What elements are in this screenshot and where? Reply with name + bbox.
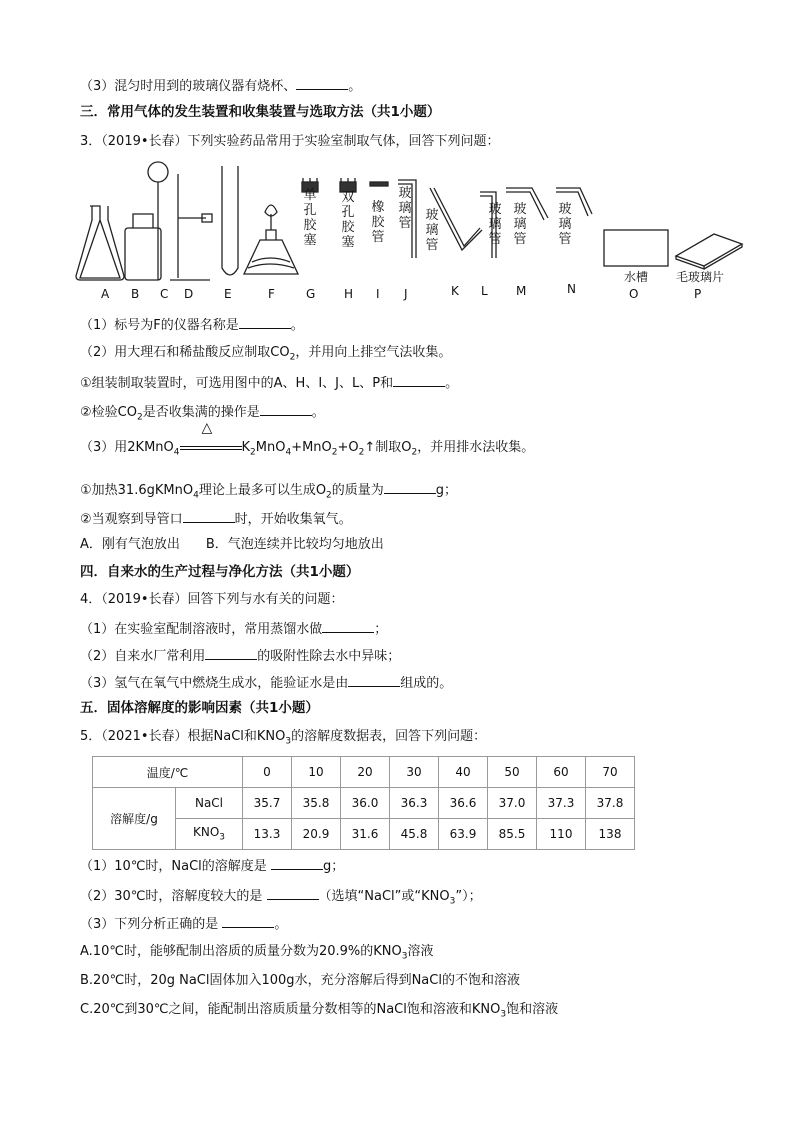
answer-blank	[260, 402, 312, 416]
subscript: 2	[136, 412, 143, 423]
question-text: +MnO	[291, 440, 332, 455]
question-3-3-1	[80, 480, 457, 505]
table-cell: 110	[537, 819, 586, 850]
question-4-3	[80, 673, 452, 693]
question-text: （3）用2KMnO	[80, 440, 174, 455]
table-cell: 85.5	[488, 819, 537, 850]
question-5-3	[80, 914, 287, 934]
letter-C: C	[160, 287, 169, 301]
question-text: A.10℃时，能够配制出溶质的质量分数为20.9%的KNO	[80, 944, 402, 959]
bottle-B	[125, 228, 161, 280]
prev-question-line	[80, 76, 361, 96]
rubber-tube-I	[370, 182, 388, 186]
question-stem-3: 3．（2019•长春）下列实验药品常用于实验室制取气体，回答下列问题：	[80, 134, 500, 149]
question-4-1	[80, 619, 387, 639]
question-text: g；	[322, 859, 345, 874]
question-text: （3）下列分析正确的是	[80, 917, 223, 932]
table-cell: 63.9	[439, 819, 488, 850]
glass-plate-P	[676, 234, 742, 266]
table-row-header: 溶解度/g	[93, 788, 176, 850]
apparatus-label-P: 毛玻璃片	[676, 270, 725, 284]
apparatus-label-I: 橡 胶 管	[371, 200, 385, 245]
question-text: ②检验CO	[80, 405, 137, 420]
question-text: 的质量为	[331, 483, 384, 498]
table-row-header: NaCl	[176, 788, 243, 819]
question-text: （2）用大理石和稀盐酸反应制取CO	[80, 345, 290, 360]
table-header-cell: 0	[243, 757, 292, 788]
subscript: 3	[401, 951, 408, 962]
letter-E: E	[224, 287, 232, 301]
question-text: ②当观察到导管口	[80, 512, 183, 527]
water-trough-O	[604, 230, 668, 266]
row-label: KNO	[192, 825, 220, 840]
question-text: （1）标号为F的仪器名称是	[80, 318, 239, 333]
table-header-cell: 10	[292, 757, 341, 788]
answer-blank	[183, 509, 235, 523]
table-header-cell: 50	[488, 757, 537, 788]
question-text: （3）混匀时用到的玻璃仪器有烧杯、	[80, 79, 297, 94]
question-text: ”）；	[455, 889, 482, 904]
subscript: 2	[326, 490, 332, 501]
section-heading-3: 三．常用气体的发生装置和收集装置与选取方法（共1小题）	[80, 104, 441, 120]
question-3-1	[80, 315, 304, 335]
answer-blank	[384, 480, 436, 494]
test-tube-E	[222, 166, 238, 275]
question-text: ①组装制取装置时，可选用图中的A、H、I、J、L、P和	[80, 376, 394, 391]
question-text: ①加热31.6gKMnO	[80, 483, 194, 498]
question-text: 饱和溶液	[506, 1002, 559, 1017]
option-5-A	[80, 943, 433, 966]
question-text: ↑制取O	[364, 440, 412, 455]
question-3-3	[80, 420, 535, 462]
question-5-2	[80, 886, 482, 911]
question-text: g；	[435, 483, 458, 498]
letter-G: G	[306, 287, 316, 301]
answer-blank	[322, 619, 374, 633]
question-text: 5．（2021•长春）根据NaCl和KNO	[80, 729, 286, 744]
reaction-condition	[180, 420, 242, 451]
apparatus-label-L: 玻 璃 管	[488, 202, 502, 247]
question-text: （1）10℃时，NaCl的溶解度是	[80, 859, 271, 874]
reaction-line	[180, 449, 242, 450]
table-header-cell: 40	[439, 757, 488, 788]
question-5-1	[80, 856, 344, 876]
answer-blank	[239, 315, 291, 329]
apparatus-label-H: 双 孔 胶 塞	[341, 190, 355, 250]
table-cell: 138	[586, 819, 635, 850]
table-cell: 37.0	[488, 788, 537, 819]
answer-blank	[205, 646, 257, 660]
table-cell: 36.3	[390, 788, 439, 819]
apparatus-label-M: 玻 璃 管	[513, 202, 527, 247]
table-cell: 45.8	[390, 819, 439, 850]
question-text: （选填“NaCl”或“KNO	[318, 889, 450, 904]
question-text: K	[241, 440, 251, 455]
question-stem-4: 4．（2019•长春）回答下列与水有关的问题：	[80, 592, 344, 607]
section-heading-4: 四．自来水的生产过程与净化方法（共1小题）	[80, 564, 360, 580]
question-4-2	[80, 646, 400, 666]
table-cell: 35.8	[292, 788, 341, 819]
subscript: 3	[219, 832, 226, 843]
table-cell: 37.8	[586, 788, 635, 819]
subscript: 3	[449, 896, 456, 907]
question-text: 溶液	[407, 944, 434, 959]
letter-J: J	[404, 287, 408, 301]
apparatus-label-G: 单 孔 胶 塞	[303, 188, 317, 248]
answer-blank	[393, 373, 445, 387]
table-cell: 37.3	[537, 788, 586, 819]
question-text: C.20℃到30℃之间，能配制出溶质质量分数相等的NaCl饱和溶液和KNO	[80, 1002, 501, 1017]
question-text: ，并用排水法收集。	[417, 440, 535, 455]
table-cell: 31.6	[341, 819, 390, 850]
question-text: +O	[337, 440, 359, 455]
solubility-table	[92, 756, 635, 850]
subscript: 4	[285, 447, 292, 458]
iron-stand-D	[170, 174, 210, 280]
apparatus-label-K: 玻 璃 管	[425, 208, 439, 253]
question-text: （2）自来水厂常利用	[80, 649, 206, 664]
table-header-cell: 20	[341, 757, 390, 788]
apparatus-label-N: 玻 璃 管	[558, 202, 572, 247]
question-text: ，并用向上排空气法收集。	[295, 345, 452, 360]
apparatus-label-J: 玻 璃 管	[398, 186, 412, 231]
letter-L: L	[481, 284, 488, 298]
subscript: 2	[331, 447, 338, 458]
letter-I: I	[376, 287, 380, 301]
heat-symbol: △	[201, 420, 213, 436]
question-text: 。	[445, 376, 459, 391]
letter-H: H	[344, 287, 354, 301]
answer-blank	[267, 886, 319, 900]
question-text: 理论上最多可以生成O	[198, 483, 327, 498]
reaction-line	[180, 446, 242, 447]
letter-F: F	[268, 287, 275, 301]
table-header-cell: 60	[537, 757, 586, 788]
question-text: 是否收集满的操作是	[142, 405, 260, 420]
question-text: 组成的。	[400, 676, 453, 691]
letter-P: P	[694, 287, 702, 301]
alcohol-lamp-F	[244, 240, 298, 274]
answer-blank	[348, 673, 400, 687]
question-text: 的溶解度数据表，回答下列问题：	[291, 729, 487, 744]
letter-N: N	[567, 282, 576, 296]
table-row	[93, 757, 635, 788]
subscript: 4	[193, 490, 199, 501]
answer-options-3: A．刚有气泡放出 B．气泡连续并比较均匀地放出	[80, 537, 384, 552]
question-text: 。	[311, 405, 325, 420]
option-5-C	[80, 1001, 558, 1024]
question-text: （3）氢气在氧气中燃烧生成水，能验证水是由	[80, 676, 349, 691]
question-text: （2）30℃时，溶解度较大的是	[80, 889, 267, 904]
question-3-2-1	[80, 373, 458, 393]
subscript: 3	[285, 736, 292, 747]
subscript: 2	[411, 447, 418, 458]
question-text: （1）在实验室配制溶液时，常用蒸馏水做	[80, 622, 323, 637]
table-cell: 35.7	[243, 788, 292, 819]
question-text: ；	[374, 622, 388, 637]
question-text: 的吸附性除去水中异味；	[257, 649, 401, 664]
subscript: 2	[358, 447, 365, 458]
letter-M: M	[516, 284, 527, 298]
table-cell: 20.9	[292, 819, 341, 850]
table-header-cell: 30	[390, 757, 439, 788]
section-heading-5: 五．固体溶解度的影响因素（共1小题）	[80, 700, 319, 716]
letter-K: K	[451, 284, 459, 298]
table-cell: 13.3	[243, 819, 292, 850]
letter-D: D	[184, 287, 194, 301]
table-header-cell: 温度/℃	[93, 757, 243, 788]
table-header-cell: 70	[586, 757, 635, 788]
answer-blank	[296, 76, 348, 90]
letter-O: O	[629, 287, 639, 301]
question-text: 时，开始收集氧气。	[234, 512, 352, 527]
subscript: 2	[250, 447, 256, 458]
table-cell: 36.6	[439, 788, 488, 819]
question-text: MnO	[255, 440, 286, 455]
question-text: 。	[274, 917, 288, 932]
table-row-header	[176, 819, 243, 850]
question-3-3-2	[80, 509, 352, 529]
question-stem-5	[80, 728, 486, 751]
subscript: 4	[173, 447, 180, 458]
question-3-2	[80, 344, 451, 367]
table-cell: 36.0	[341, 788, 390, 819]
table-row	[93, 788, 635, 819]
question-text: 。	[290, 318, 304, 333]
subscript: 2	[289, 352, 296, 363]
letter-B: B	[131, 287, 140, 301]
apparatus-label-O: 水槽	[624, 270, 649, 284]
answer-blank	[271, 856, 323, 870]
subscript: 3	[500, 1009, 507, 1020]
answer-blank	[222, 914, 274, 928]
funnel-C	[148, 162, 168, 182]
option-5-B: B.20℃时，20g NaCl固体加入100g水，充分溶解后得到NaCl的不饱和溶液	[80, 973, 520, 988]
question-text: 。	[348, 79, 362, 94]
letter-A: A	[101, 287, 110, 301]
